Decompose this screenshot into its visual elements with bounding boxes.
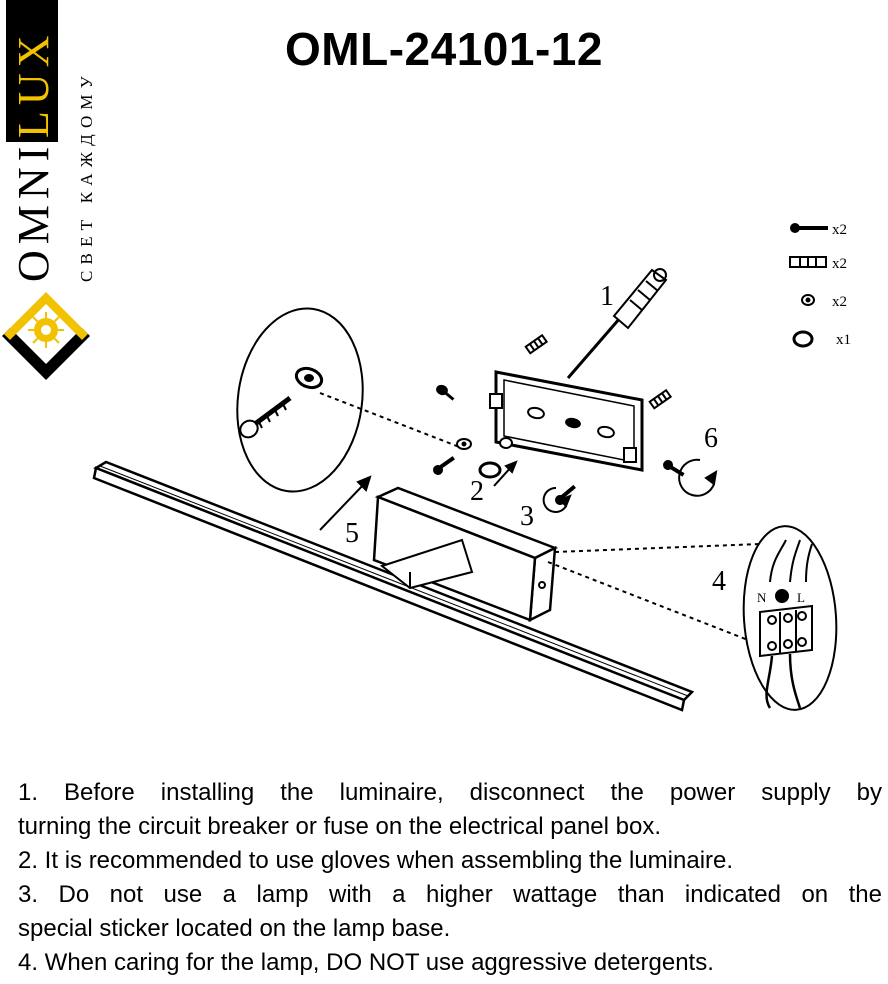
washer-icon — [802, 295, 814, 305]
mounting-plate — [490, 372, 642, 470]
wiring-detail — [548, 523, 842, 713]
detail-screw-icon — [237, 398, 290, 441]
screw-icon — [791, 224, 828, 232]
parts-qty: x2 — [832, 294, 847, 310]
parts-qty: x1 — [836, 332, 851, 348]
terminal-block-icon — [760, 606, 812, 656]
neutral-terminal-label: N — [757, 590, 767, 605]
ring-icon — [794, 332, 812, 346]
live-terminal-label: L — [797, 590, 805, 605]
logo-lux-text: LUX — [9, 29, 58, 138]
instruction-line: turning the circuit breaker or fuse on the electrical panel box. — [18, 813, 662, 840]
parts-qty: x2 — [832, 222, 847, 238]
step-1-label: 1 — [600, 281, 614, 312]
logo-tagline: СВЕТ КАЖДОМУ — [77, 70, 96, 282]
page-title: OML-24101-12 — [285, 23, 603, 75]
parts-list — [790, 222, 851, 348]
screwdriver-icon — [568, 269, 666, 378]
step-4-label: 4 — [712, 566, 726, 597]
parts-qty: x2 — [832, 256, 847, 272]
instruction-line: 1. Before installing the luminaire, disconnect the power supply by — [18, 779, 882, 806]
instruction-line: 4. When caring for the lamp, DO NOT use aggressive detergents. — [18, 949, 714, 976]
wall-plug-icon — [790, 257, 826, 267]
wall-plug-detail — [226, 300, 462, 499]
step-6-label: 6 — [704, 423, 718, 454]
safety-instructions — [18, 776, 882, 980]
step-5-label: 5 — [345, 518, 359, 549]
step-3-label: 3 — [520, 501, 534, 532]
instruction-line: 2. It is recommended to use gloves when assembling the luminaire. — [18, 847, 734, 874]
logo-omni-text: OMNI — [9, 140, 58, 282]
instruction-line: special sticker located on the lamp base. — [18, 915, 451, 942]
instruction-line: 3. Do not use a lamp with a higher wattage than indicated on the — [18, 881, 882, 908]
step-2-label: 2 — [470, 476, 484, 507]
